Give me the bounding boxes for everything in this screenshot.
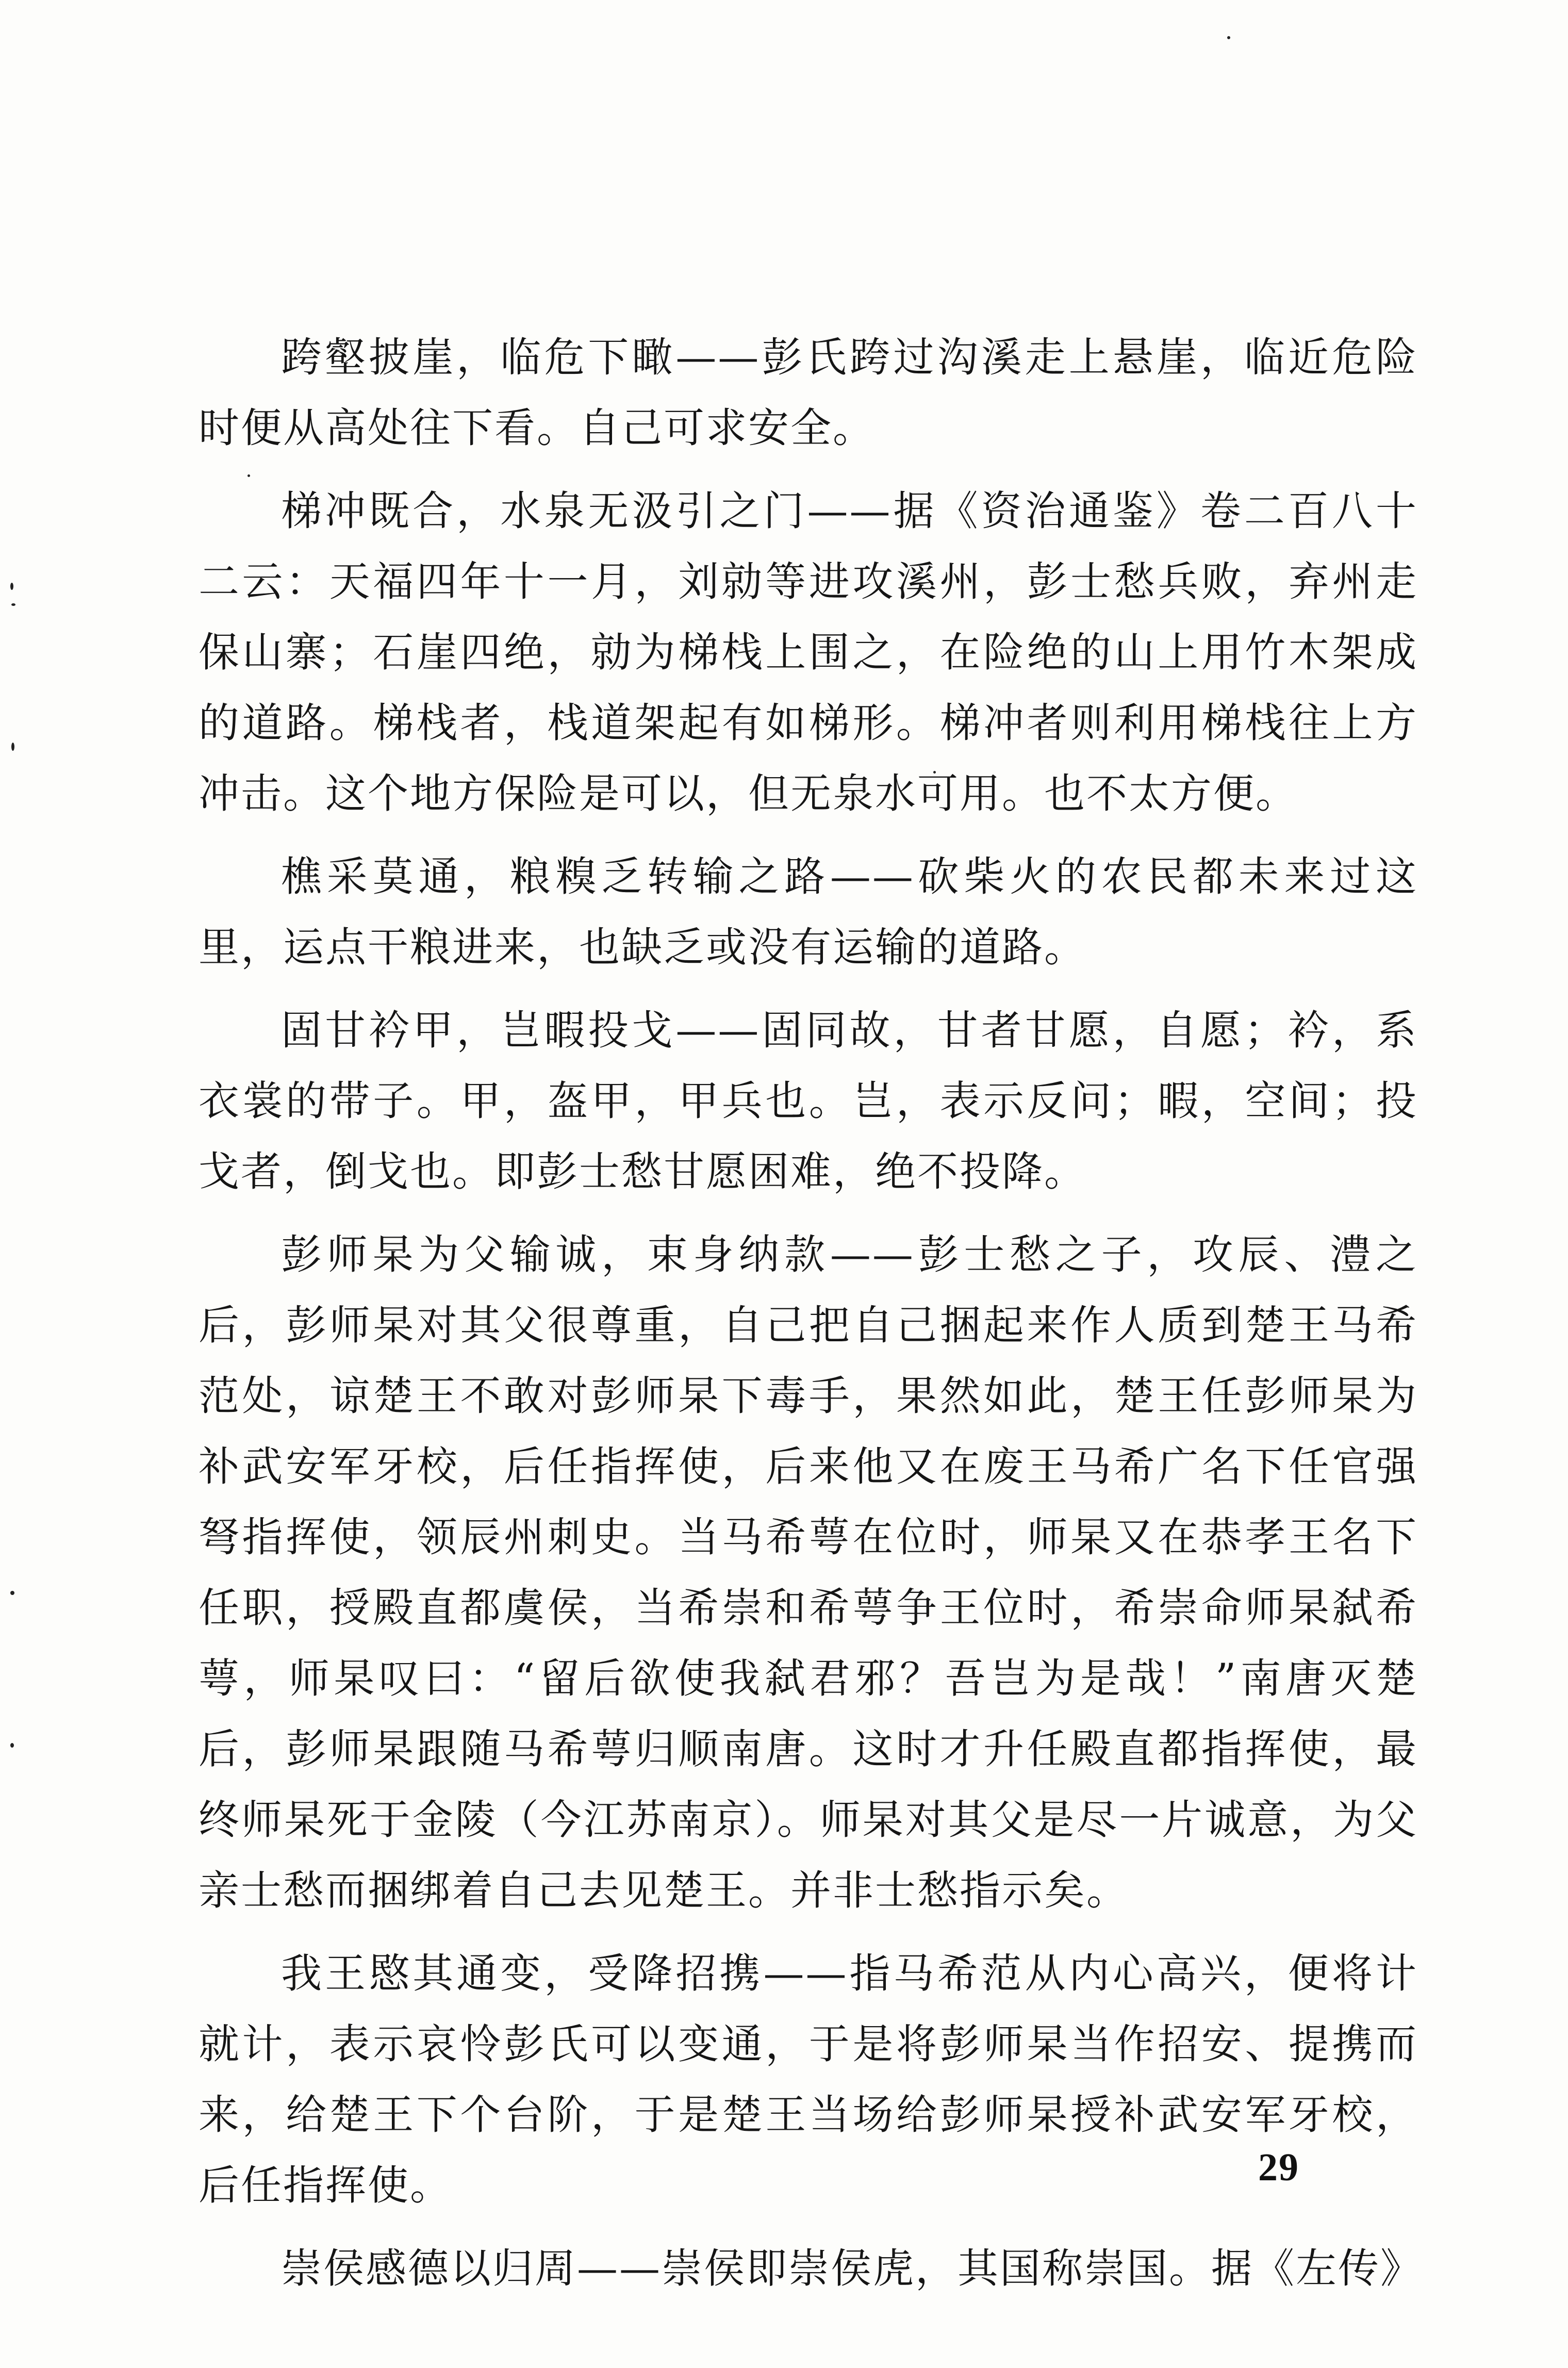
print-speck	[10, 1591, 14, 1595]
print-speck	[11, 743, 14, 751]
body-text	[199, 322, 1423, 2304]
paragraph-kua-he-pi-ya: 跨壑披崖，临危下瞰——彭氏跨过沟溪走上悬崖，临近危险时便从高处往下看。自己可求安全。	[199, 334, 1418, 452]
print-speck	[10, 1743, 14, 1748]
print-speck	[1227, 36, 1230, 39]
paragraph-qiao-cai-mo-tong: 樵采莫通，粮糗乏转输之路——砍柴火的农民都未来过这里，运点干粮进来，也缺乏或没有运输的道路。	[199, 853, 1418, 971]
print-speck	[11, 603, 15, 606]
paragraph-peng-shi-gao: 彭师杲为父输诚，束身纳款——彭士愁之子，攻辰、澧之后，彭师杲对其父很尊重，自己把自己捆起来作人质到楚王马希范处，谅楚王不敢对彭师杲下毒手，果然如此，楚王任彭师杲为补武安军牙校，后任指挥使，后来他又在废王马希广名下任官强弩指挥使，领辰州刺史。当马希萼在位时，师杲又在恭孝王名下任职，授殿直都虞侯，当希崇和希萼争王位时，希崇命师杲弑希萼，师杲叹曰：“留后欲使我弑君邪？吾岂为是哉！”南唐灭楚后，彭师杲跟随马希萼归顺南唐。这时才升任殿直都指挥使，最终师杲死于金陵（今江苏南京）。师杲对其父是尽一片诚意，为父亲士愁而捆绑着自己去见楚王。并非士愁指示矣。	[199, 1231, 1418, 1914]
paragraph-ti-chong-ji-he: 梯冲既合，水泉无汲引之门——据《资治通鉴》卷二百八十二云：天福四年十一月，刘勍等进攻溪州，彭士愁兵败，弃州走保山寨；石崖四绝，勍为梯栈上围之，在险绝的山上用竹木架成的道路。梯栈者，栈道架起有如梯形。梯冲者则利用梯栈往上方冲击。这个地方保险是可以，但无泉水可用。也不太方便。	[199, 487, 1418, 817]
paragraph-wo-wang-min: 我王愍其通变，受降招携——指马希范从内心高兴，便将计就计，表示哀怜彭氏可以变通，于是将彭师杲当作招安、提携而来，给楚王下个台阶，于是楚王当场给彭师杲授补武安军牙校，后任指挥使。	[199, 1950, 1418, 2209]
page-number: 29	[1258, 2146, 1299, 2189]
paragraph-gu-gan-jin-jia: 固甘衿甲，岂暇投戈——固同故，甘者甘愿，自愿；衿，系衣裳的带子。甲，盔甲，甲兵也。岂，表示反问；暇，空间；投戈者，倒戈也。即彭士愁甘愿困难，绝不投降。	[199, 1007, 1418, 1195]
paragraph-chong-hou: 崇侯感德以归周——崇侯即崇侯虎，其国称崇国。据《左传》	[281, 2245, 1423, 2292]
print-speck	[10, 583, 13, 590]
